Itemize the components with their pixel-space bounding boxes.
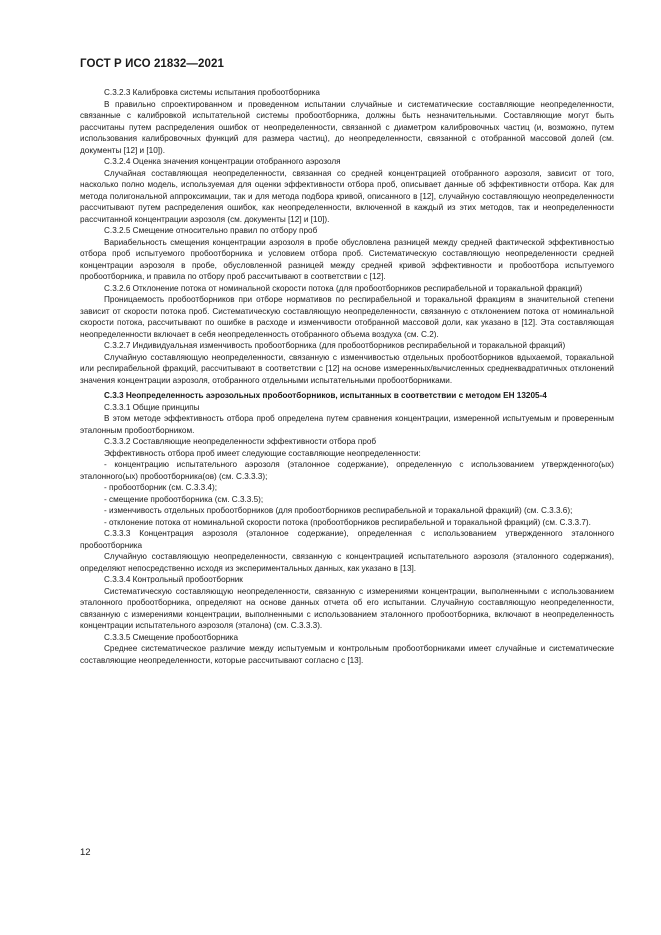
paragraph: С.3.2.7 Индивидуальная изменчивость пробоотборника (для пробоотборников респирабельной и торакальной фракций): [104, 341, 566, 350]
paragraph: С.3.2.6 Отклонение потока от номинальной скорости потока (для пробоотборников респирабельной и торакальной фракций): [104, 283, 583, 293]
paragraph: Случайная составляющая неопределенности, связанная со средней концентрацией отобранного аэрозоля, зависит от того, насколько полно модель, используемая для оценки эффективности отбора проб, описывает данные об эффективности отбора. Как для метода полигональной аппроксимации, так и для метода подбора кривой, описанного в [12], случайную составляющую неопределенности рассчитывают путем распределения ошибок, как неопределенности, включенной в каждый из этих методов, так и неопределенности рассчитанной концентрации аэрозоля (см. документы [12] и [10]).: [80, 168, 614, 224]
paragraph: Систематическую составляющую неопределенности, связанную с измерениями концентрации, выполненными с использованием эталонного пробоотборника, определяют на основе данных отчета об его испытании. Случайную составляющую неопределенности, связанную с измерениями концентрации, выполненными с использованием эталонного пробоотборника, включают в неопределенность концентрации испытательного аэрозоля (эталона) (см. С.3.3.3).: [80, 586, 614, 630]
paragraph: Случайную составляющую неопределенности, связанную с концентрацией испытательного аэрозоля (эталонного содержания), определяют непосредственно исходя из экспериментальных данных, как указано в [13].: [80, 552, 614, 573]
page-header: ГОСТ Р ИСО 21832—2021: [80, 58, 225, 70]
paragraph: Вариабельность смещения концентрации аэрозоля в пробе обусловлена разницей между средней фактической эффективностью отбора проб испытуемого пробоотборника и условием отбора проб. Систематическую составляющую неопределенности средней концентрации аэрозоля в пробе, обусловленной разницей между средней кривой эффективности и пробоотбора испытуемого пробоотборника, и правила по отбору проб рассчитывают в соответствии с [12].: [80, 237, 614, 281]
paragraph: С.3.3.5 Смещение пробоотборника: [104, 632, 239, 642]
document-body: [80, 87, 614, 666]
section-heading: С.3.3 Неопределенность аэрозольных пробоотборников, испытанных в соответствии с методом ЕН 13205-4: [104, 391, 547, 400]
paragraph: Проницаемость пробоотборников при отборе нормативов по респирабельной и торакальной фракциям в значительной степени зависит от скорости потока проб. Систематическую составляющую неопределенности, связанную с отклонением потока от номинальной скорости потока, рассчитывают по ошибке в расходе и изменчивости отобранной массовой доли, как указано в [12]. Эта составляющая неопределенности включает в себя неопределенность отобранного объема воздуха (см. С.2).: [80, 295, 614, 339]
paragraph: Среднее систематическое различие между испытуемым и контрольным пробоотборниками имеет случайные и систематические составляющие неопределенности, которые рассчитывают согласно с [13].: [80, 644, 614, 665]
paragraph: С.3.3.3 Концентрация аэрозоля (эталонное содержание), определенная с использованием утвержденного эталонного пробоотборника: [80, 529, 614, 550]
paragraph: С.3.2.4 Оценка значения концентрации отобранного аэрозоля: [104, 157, 341, 166]
page-number: 12: [80, 847, 91, 858]
paragraph: С.3.3.4 Контрольный пробоотборник: [104, 575, 243, 584]
paragraph: С.3.3.2 Составляющие неопределенности эффективности отбора проб: [104, 437, 377, 446]
paragraph: С.3.2.5 Смещение относительно правил по отбору проб: [104, 226, 318, 235]
list-item: - пробоотборник (см. С.3.3.4);: [104, 483, 218, 492]
paragraph: Случайную составляющую неопределенности, связанную с изменчивостью отдельных пробоотборников вдыхаемой, торакальной или респирабельной фракций, рассчитывают в соответствии с [12] на основе измеренных/вычисленных среднеквадратичных отклонений значения концентрации аэрозоля, отобранного отдельными испытательными пробоотборниками.: [80, 352, 614, 385]
list-item: - отклонение потока от номинальной скорости потока (пробоотборников респирабельной и торакальной фракций) (см. С.3.3.7).: [104, 517, 591, 527]
paragraph: В этом методе эффективность отбора проб определена путем сравнения концентрации, измеренной испытуемым и проверенным эталонным пробоотборником.: [80, 414, 614, 435]
list-item: - концентрацию испытательного аэрозоля (эталонное содержание), определенную с использованием утвержденного(ых) эталонного(ых) пробоотборника(ов) (см. С.3.3.3);: [80, 460, 614, 481]
list-item: - смещение пробоотборника (см. С.3.3.5);: [104, 494, 264, 504]
list-item: - изменчивость отдельных пробоотборников (для пробоотборников респирабельной и торакальной фракций) (см. С.3.3.6);: [104, 506, 573, 515]
paragraph: В правильно спроектированном и проведенном испытании случайные и систематические составляющие неопределенности, связанные с калибровкой испытательной системы пробоотборника, должны быть незначительными. Составляющие могут быть рассчитаны путем распределения ошибок от неопределенности, связанной с диаметром калибровочных частиц (и, возможно, путем использования калибровочных функций для размера частиц), до неопределенности, связанной с отобранной массовой долей (см. документы [12] и [10]).: [80, 99, 614, 155]
paragraph: С.3.3.1 Общие принципы: [104, 402, 200, 412]
paragraph: Эффективность отбора проб имеет следующие составляющие неопределенности:: [104, 448, 421, 458]
paragraph: С.3.2.3 Калибровка системы испытания пробоотборника: [104, 88, 320, 97]
